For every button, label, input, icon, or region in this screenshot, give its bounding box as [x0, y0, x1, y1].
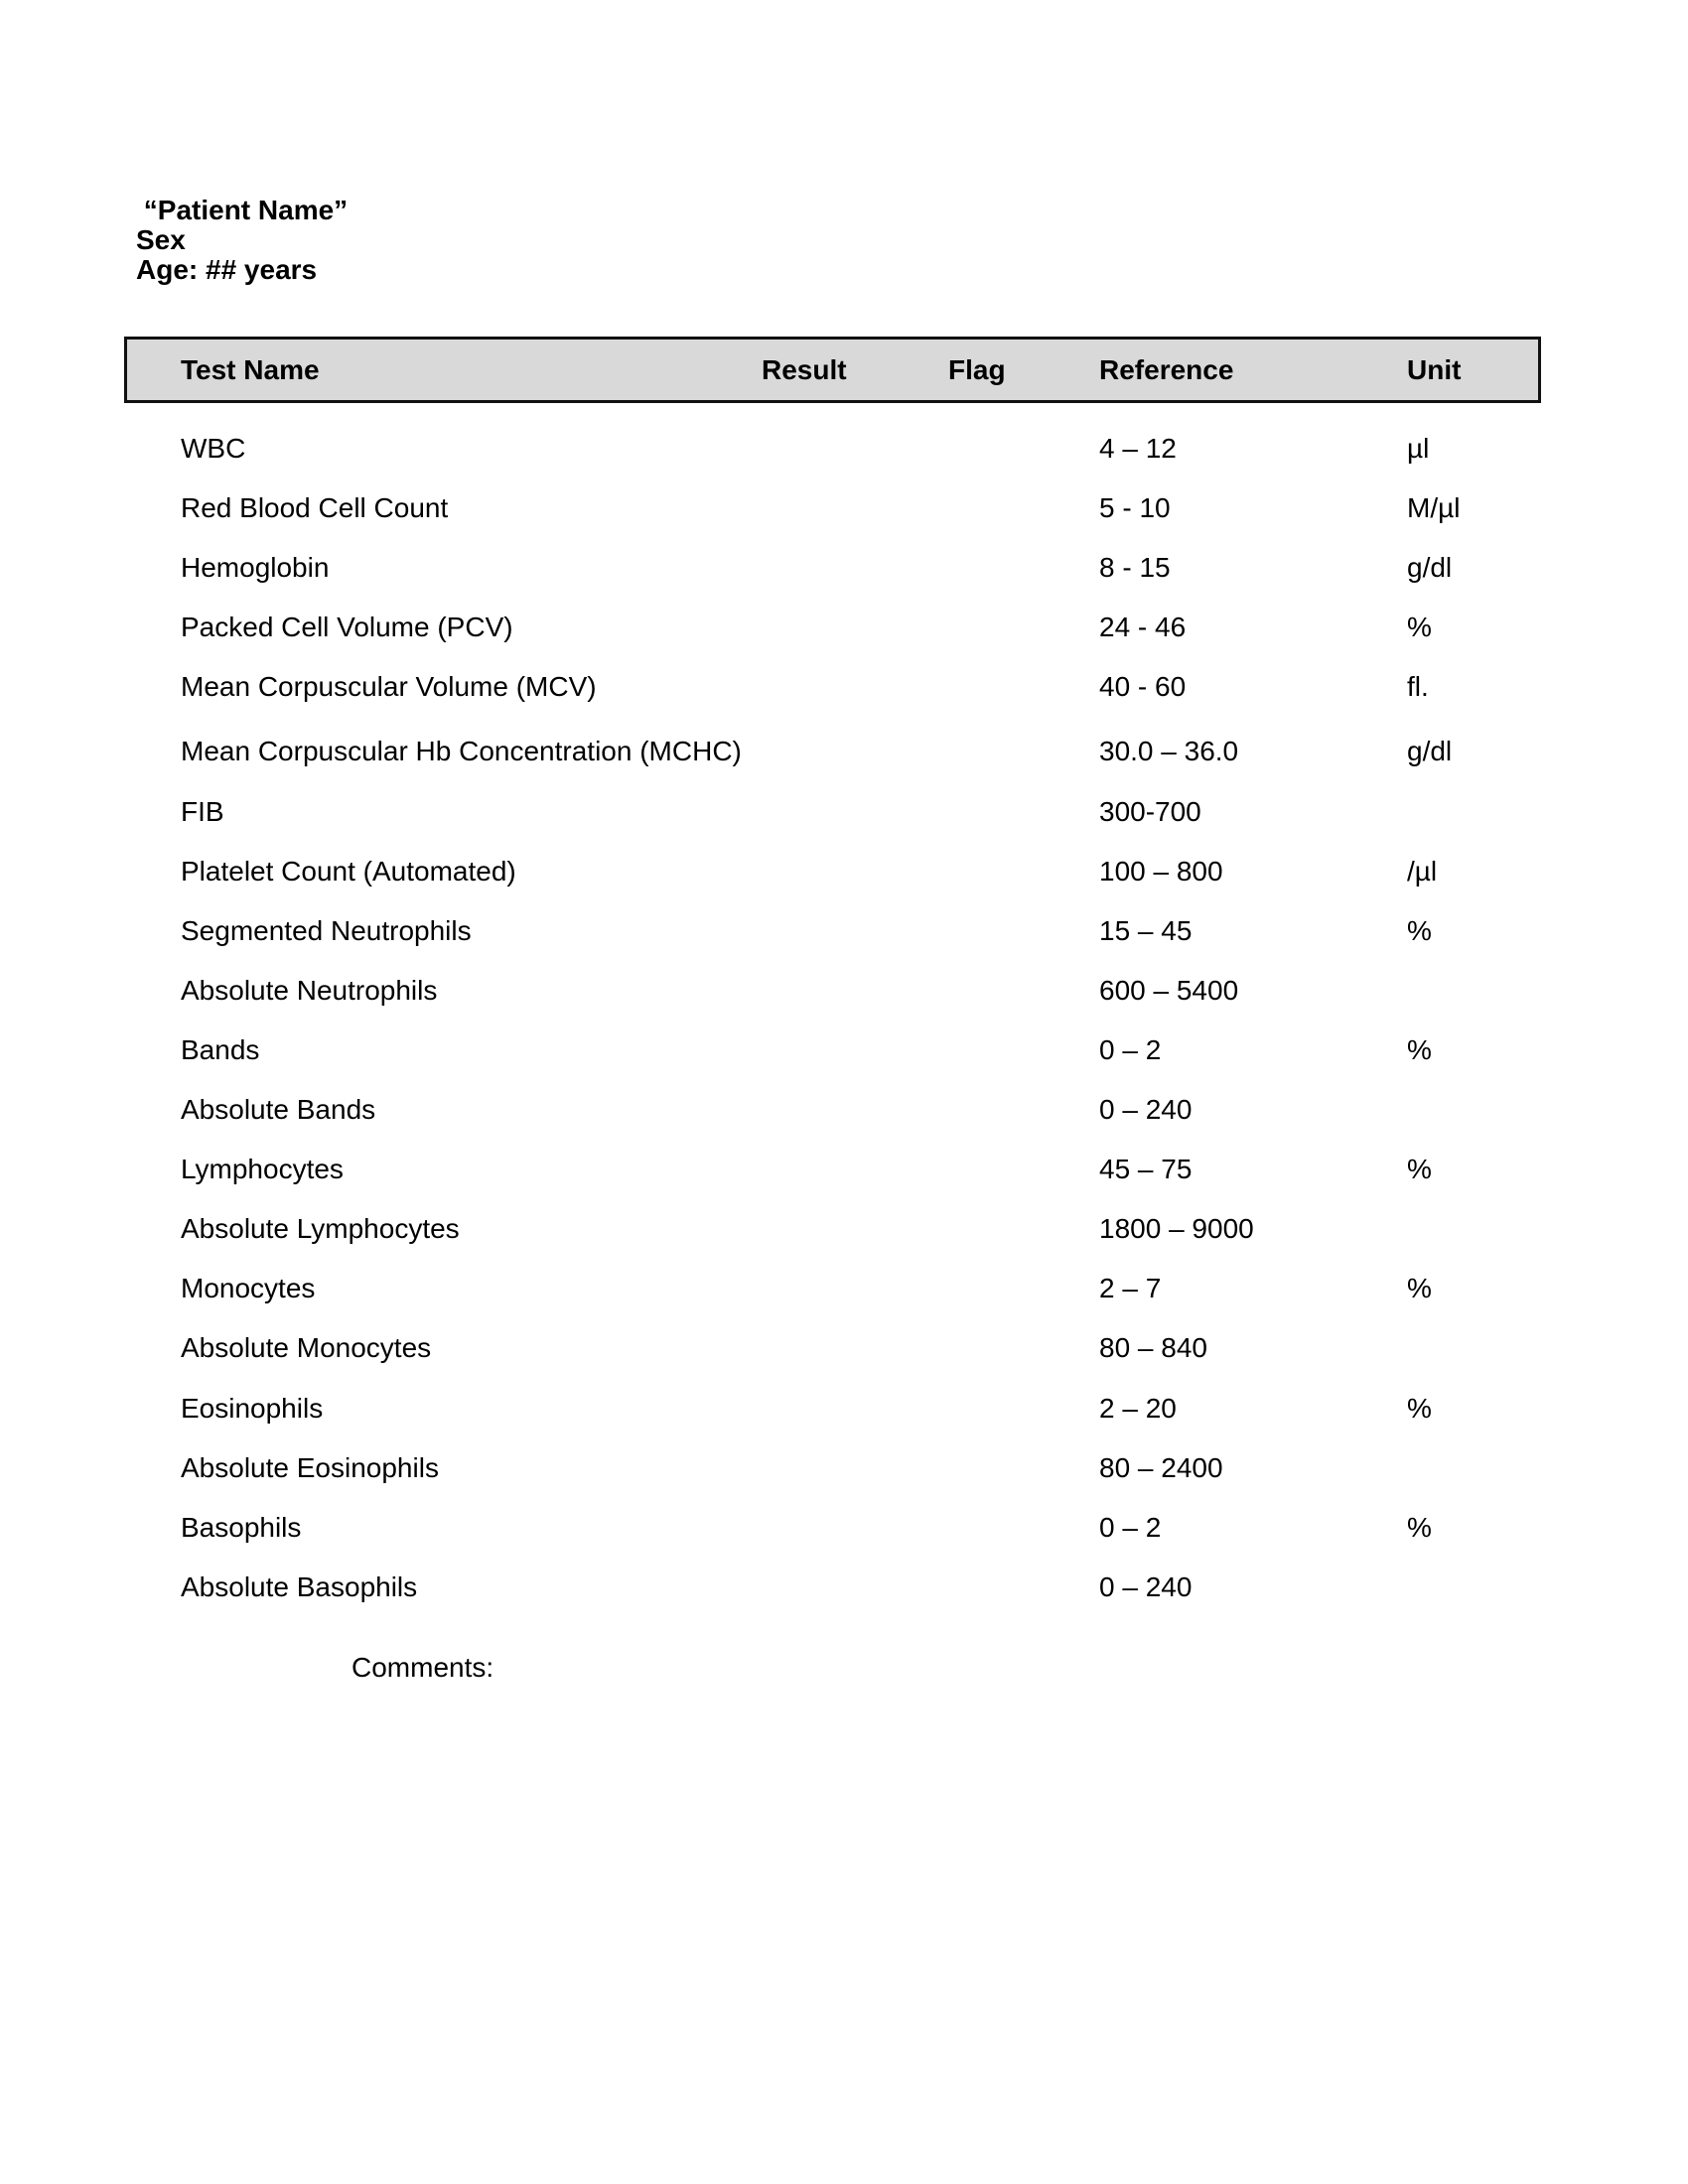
table-row [0, 1379, 1688, 1438]
unit-cell: g/dl [1407, 736, 1453, 767]
table-row [0, 842, 1688, 901]
table-row [0, 1080, 1688, 1140]
unit-cell: % [1407, 1511, 1432, 1543]
test-name-cell: Monocytes [181, 1273, 316, 1304]
test-name-cell: Absolute Lymphocytes [181, 1213, 460, 1245]
test-name-cell: Basophils [181, 1511, 302, 1543]
table-row [0, 901, 1688, 961]
table-row [0, 657, 1688, 717]
reference-cell: 0 – 240 [1099, 1094, 1193, 1126]
test-name-cell: Bands [181, 1033, 260, 1065]
reference-cell: 2 – 20 [1099, 1392, 1177, 1424]
table-row [0, 1438, 1688, 1498]
reference-cell: 5 - 10 [1099, 492, 1171, 524]
test-name-cell: FIB [181, 795, 224, 827]
test-name-cell: Red Blood Cell Count [181, 492, 449, 524]
reference-cell: 8 - 15 [1099, 552, 1171, 584]
patient-name-line: “Patient Name” [136, 195, 349, 225]
test-name-cell: Segmented Neutrophils [181, 914, 472, 946]
table-row [0, 1318, 1688, 1378]
test-name-cell: Absolute Basophils [181, 1570, 418, 1602]
test-name-cell: Absolute Eosinophils [181, 1451, 439, 1483]
test-name-cell: Absolute Monocytes [181, 1332, 432, 1364]
column-header-test-name: Test Name [181, 354, 320, 385]
test-name-cell: Mean Corpuscular Volume (MCV) [181, 671, 597, 703]
unit-cell: fl. [1407, 671, 1429, 703]
reference-cell: 24 - 46 [1099, 612, 1187, 643]
reference-cell: 4 – 12 [1099, 433, 1177, 464]
table-row [0, 598, 1688, 657]
unit-cell: % [1407, 1392, 1432, 1424]
column-header-unit: Unit [1407, 354, 1462, 385]
reference-cell: 100 – 800 [1099, 855, 1223, 887]
table-row [0, 1259, 1688, 1318]
test-name-cell: Eosinophils [181, 1392, 324, 1424]
unit-cell: % [1407, 1033, 1432, 1065]
table-row [0, 478, 1688, 538]
test-name-cell: Lymphocytes [181, 1154, 344, 1185]
table-row [0, 1498, 1688, 1558]
table-row [0, 1021, 1688, 1080]
patient-info-block [136, 196, 348, 285]
reference-cell: 0 – 2 [1099, 1511, 1162, 1543]
reference-cell: 2 – 7 [1099, 1273, 1162, 1304]
table-row [0, 1558, 1688, 1617]
reference-cell: 0 – 240 [1099, 1570, 1193, 1602]
table-row [0, 782, 1688, 842]
unit-cell: % [1407, 1154, 1432, 1185]
table-row [0, 961, 1688, 1021]
column-header-result: Result [762, 354, 847, 385]
reference-cell: 80 – 2400 [1099, 1451, 1223, 1483]
table-row [0, 538, 1688, 598]
test-name-cell: Mean Corpuscular Hb Concentration (MCHC) [181, 736, 742, 767]
reference-cell: 600 – 5400 [1099, 974, 1239, 1006]
unit-cell: M/µl [1407, 492, 1461, 524]
patient-age-line: Age: ## years [136, 254, 318, 285]
reference-cell: 0 – 2 [1099, 1033, 1162, 1065]
test-name-cell: WBC [181, 433, 246, 464]
reference-cell: 45 – 75 [1099, 1154, 1193, 1185]
unit-cell: µl [1407, 433, 1430, 464]
table-row [0, 1140, 1688, 1199]
test-name-cell: Hemoglobin [181, 552, 330, 584]
reference-cell: 40 - 60 [1099, 671, 1187, 703]
reference-cell: 1800 – 9000 [1099, 1213, 1254, 1245]
test-name-cell: Packed Cell Volume (PCV) [181, 612, 513, 643]
unit-cell: % [1407, 914, 1432, 946]
test-name-cell: Absolute Neutrophils [181, 974, 438, 1006]
reference-cell: 15 – 45 [1099, 914, 1193, 946]
table-row [0, 1199, 1688, 1259]
column-header-reference: Reference [1099, 354, 1234, 385]
reference-cell: 300-700 [1099, 795, 1201, 827]
comments-label: Comments: [352, 1652, 494, 1683]
patient-sex-line: Sex [136, 224, 186, 255]
reference-cell: 80 – 840 [1099, 1332, 1207, 1364]
unit-cell: /µl [1407, 855, 1438, 887]
column-header-flag: Flag [948, 354, 1006, 385]
table-row [0, 722, 1688, 781]
table-row [0, 419, 1688, 478]
reference-cell: 30.0 – 36.0 [1099, 736, 1239, 767]
unit-cell: % [1407, 612, 1432, 643]
unit-cell: % [1407, 1273, 1432, 1304]
unit-cell: g/dl [1407, 552, 1453, 584]
test-name-cell: Absolute Bands [181, 1094, 376, 1126]
test-name-cell: Platelet Count (Automated) [181, 855, 516, 887]
table-rows [0, 419, 1688, 1617]
